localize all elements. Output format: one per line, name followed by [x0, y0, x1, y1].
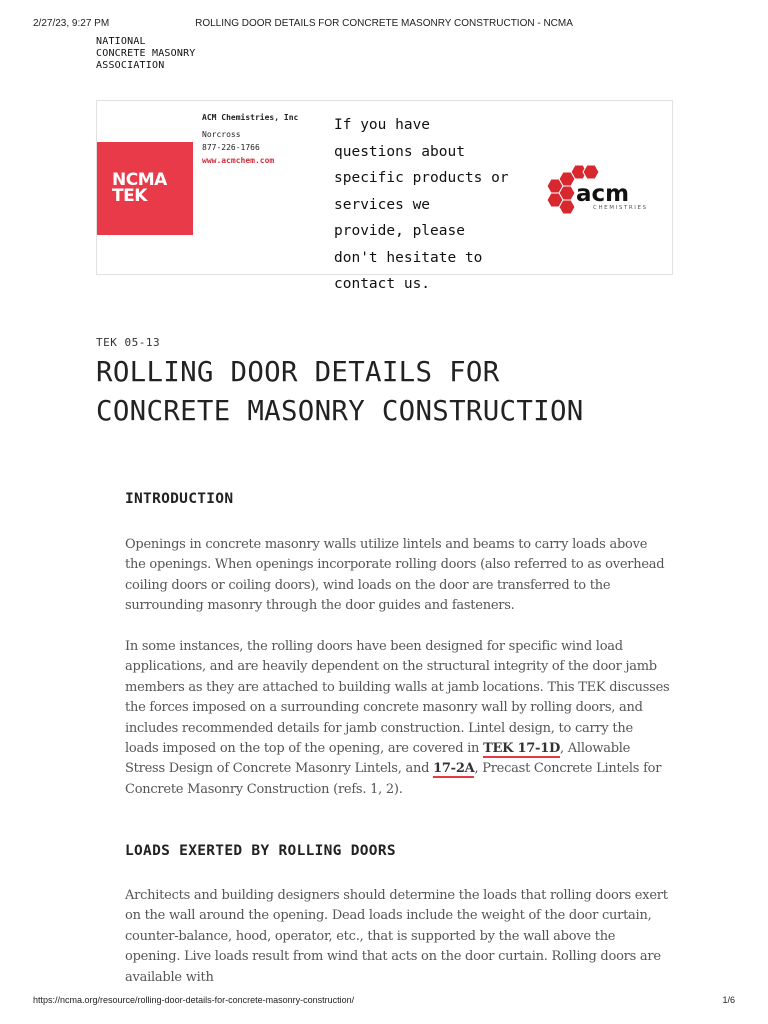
tek-17-2a-link[interactable]: 17-2A [433, 761, 475, 777]
ncma-tek-badge [97, 142, 193, 235]
ad-message-line: contact us. [334, 276, 431, 292]
page-number: 1/6 [722, 995, 735, 1005]
logo-line: NATIONAL [96, 36, 146, 47]
acm-wordmark: acm [576, 181, 630, 207]
ad-message-line: If you have [334, 117, 431, 133]
intro-paragraph-2 [125, 637, 670, 800]
ad-message [334, 112, 534, 298]
hexagon-icon [559, 200, 575, 214]
logo-line: ASSOCIATION [96, 60, 165, 71]
vendor-website-link[interactable]: www.acmchem.com [202, 156, 275, 165]
vendor-info [202, 111, 298, 167]
tek-number: TEK 05-13 [96, 336, 161, 349]
print-page-title: ROLLING DOOR DETAILS FOR CONCRETE MASONRY CONSTRUCTION - NCMA [195, 18, 573, 29]
ad-message-line: questions about [334, 143, 465, 160]
text-run: , Allowable Stress Design of Concrete Masonry Lintels, and [125, 741, 631, 777]
vendor-name: ACM Chemistries, Inc [202, 113, 299, 122]
hexagon-icon [583, 165, 599, 179]
text-run: In some instances, the rolling doors have been designed for specific wind load applications, and are heavily dependent on the structural integrity of the door jamb members as they are attached to building walls at jamb locations. This TEK discusses the forces imposed on a surrounding concrete masonry wall by rolling doors, and includes recommended details for jamb construction. Lintel design, to carry the loads imposed on the top of the opening, are covered in [125, 639, 670, 757]
vendor-phone[interactable]: 877-226-1766 [202, 143, 260, 152]
section-heading-loads: LOADS EXERTED BY ROLLING DOORS [125, 843, 396, 859]
title-line: CONCRETE MASONRY CONSTRUCTION [96, 394, 584, 427]
acm-subtext: CHEMISTRIES [593, 205, 648, 211]
section-heading-introduction: INTRODUCTION [125, 491, 234, 507]
print-url: https://ncma.org/resource/rolling-door-details-for-concrete-masonry-construction/ [33, 995, 355, 1005]
ad-message-line: specific products or [334, 170, 509, 186]
loads-paragraph-1: Architects and building designers should determine the loads that rolling doors exert on the wall around the opening. Dead loads include the weight of the door curtain, counter-balance, hood, operator, etc., that is supported by the wall above the opening. Live loads result from wind that acts on the door curtain. Rolling doors are available with [125, 888, 668, 985]
ad-message-line: provide, please [334, 223, 465, 239]
intro-paragraph-1: Openings in concrete masonry walls utilize lintels and beams to carry loads above the openings. When openings incorporate rolling doors (also referred to as overhead coiling doors or coiling doors), wind loads on the door are transferred to the surrounding masonry through the door guides and fasteners. [125, 537, 665, 614]
title-line: ROLLING DOOR DETAILS FOR [96, 355, 500, 388]
badge-line: NCMA [112, 170, 167, 190]
page-title [96, 352, 684, 430]
sponsor-ad-card[interactable] [96, 100, 673, 292]
badge-line: TEK [112, 186, 147, 206]
tek-17-1d-link[interactable]: TEK 17-1D [483, 741, 561, 757]
text-run: , Precast Concrete Lintels for Concrete Masonry Construction (refs. 1, 2). [125, 761, 662, 797]
logo-line: CONCRETE MASONRY [96, 48, 196, 59]
ad-message-line: services we [334, 196, 431, 213]
ncma-logo[interactable] [96, 36, 196, 72]
acm-chemistries-logo[interactable] [545, 163, 660, 215]
ad-message-line: don't hesitate to [334, 249, 483, 266]
vendor-city: Norcross [202, 130, 241, 139]
print-datetime: 2/27/23, 9:27 PM [33, 18, 110, 29]
